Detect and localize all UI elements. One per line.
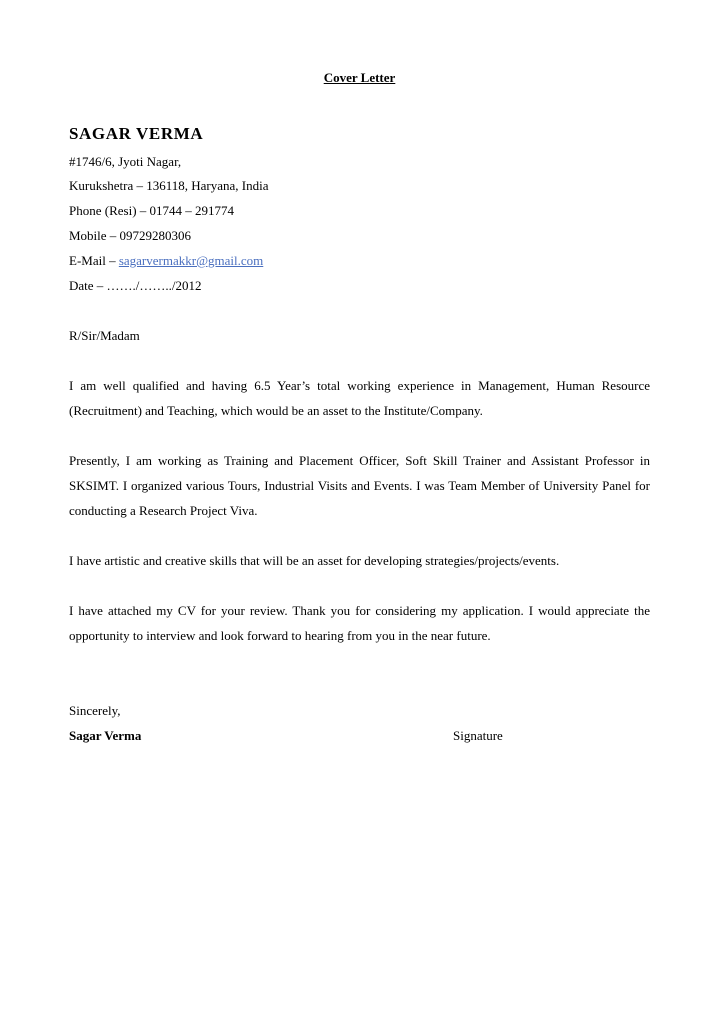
address-line-2: Kurukshetra – 136118, Haryana, India	[69, 178, 269, 193]
paragraph-closing: I have attached my CV for your review. Thank you for considering my application. I would appreciate the opportunity to interview and look forward to hearing from you in the near future.	[69, 603, 650, 643]
mobile-line: Mobile – 09729280306	[69, 228, 192, 243]
address-line-1: #1746/6, Jyoti Nagar,	[69, 154, 182, 169]
email-line	[69, 253, 263, 269]
date-line: Date – ……./……../2012	[69, 278, 202, 293]
signature-label: Signature	[453, 728, 503, 743]
paragraph-skills: I have artistic and creative skills that will be an asset for developing strategies/projects/events.	[69, 553, 560, 568]
email-label: E-Mail –	[69, 253, 119, 268]
signer-name: Sagar Verma	[69, 728, 142, 743]
closing-salutation: Sincerely,	[69, 703, 121, 718]
salutation: R/Sir/Madam	[69, 328, 140, 343]
phone-line: Phone (Resi) – 01744 – 291774	[69, 203, 235, 218]
email-link[interactable]: sagarvermakkr@gmail.com	[118, 253, 264, 268]
paragraph-experience: I am well qualified and having 6.5 Year’s total working experience in Management, Human Resource (Recruitment) and Teaching, which would be an asset to the Institute/Company.	[69, 378, 650, 418]
applicant-name: SAGAR VERMA	[69, 124, 204, 143]
document-title: Cover Letter	[323, 70, 396, 85]
paragraph-current-role: Presently, I am working as Training and Placement Officer, Soft Skill Trainer and Assistant Professor in SKSIMT. I organized various Tours, Industrial Visits and Events. I was Team Member of University Panel for conducting a Research Project Viva.	[69, 453, 650, 518]
